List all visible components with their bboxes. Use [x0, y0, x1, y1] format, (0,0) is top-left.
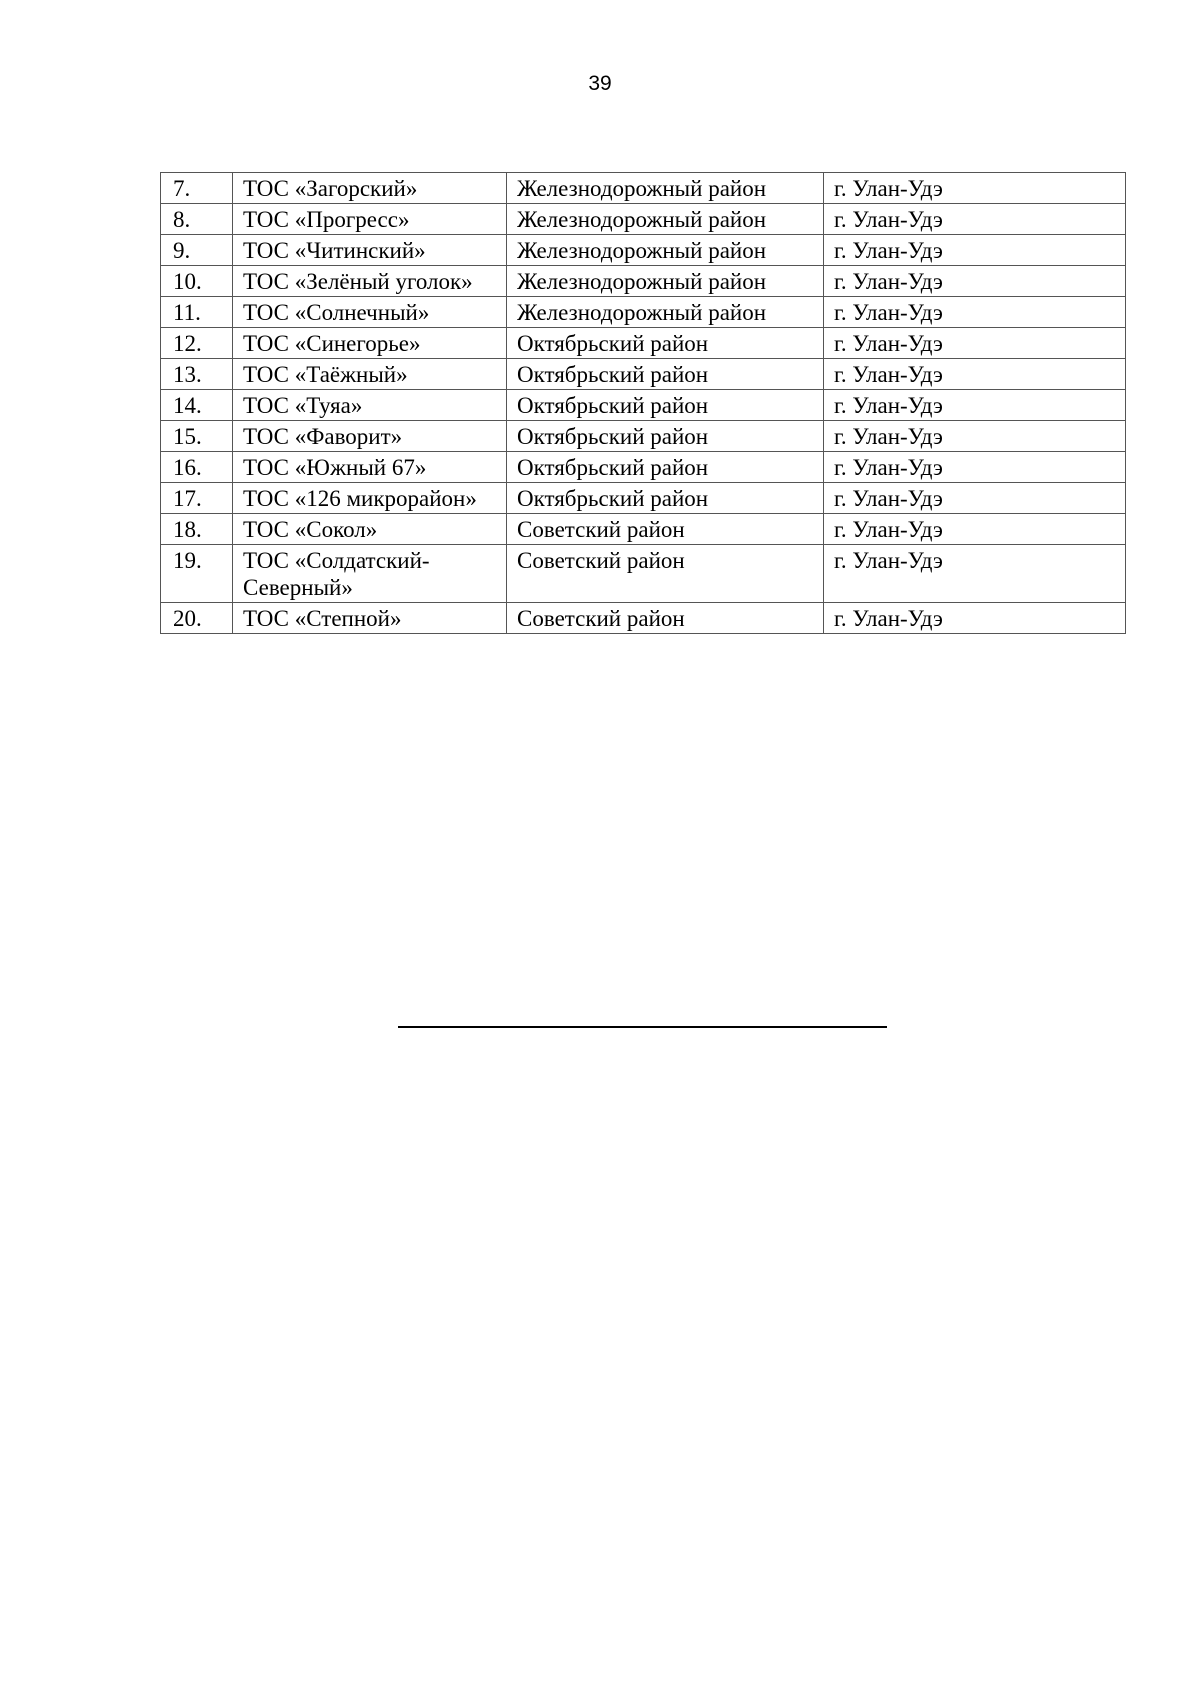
- city-name: г. Улан-Удэ: [824, 173, 1126, 204]
- row-number: 19.: [161, 545, 233, 603]
- table-row: [161, 545, 1126, 603]
- city-name: г. Улан-Удэ: [824, 452, 1126, 483]
- end-of-document-line: [398, 1026, 887, 1028]
- district-name: Железнодорожный район: [507, 204, 824, 235]
- table-row: [161, 328, 1126, 359]
- table-row: [161, 603, 1126, 634]
- district-name: Советский район: [507, 603, 824, 634]
- row-number: 11.: [161, 297, 233, 328]
- table-row: [161, 483, 1126, 514]
- tos-name: ТОС «Солдатский-Северный»: [233, 545, 507, 603]
- table-row: [161, 204, 1126, 235]
- row-number: 17.: [161, 483, 233, 514]
- row-number: 12.: [161, 328, 233, 359]
- page-number: 39: [588, 72, 612, 95]
- table-row: [161, 359, 1126, 390]
- table-row: [161, 390, 1126, 421]
- city-name: г. Улан-Удэ: [824, 235, 1126, 266]
- city-name: г. Улан-Удэ: [824, 421, 1126, 452]
- table-row: [161, 421, 1126, 452]
- table-row: [161, 514, 1126, 545]
- district-name: Октябрьский район: [507, 421, 824, 452]
- table-row: [161, 173, 1126, 204]
- city-name: г. Улан-Удэ: [824, 603, 1126, 634]
- row-number: 15.: [161, 421, 233, 452]
- row-number: 14.: [161, 390, 233, 421]
- row-number: 9.: [161, 235, 233, 266]
- row-number: 7.: [161, 173, 233, 204]
- district-name: Октябрьский район: [507, 390, 824, 421]
- tos-name: ТОС «Южный 67»: [233, 452, 507, 483]
- district-name: Октябрьский район: [507, 483, 824, 514]
- row-number: 13.: [161, 359, 233, 390]
- district-name: Железнодорожный район: [507, 235, 824, 266]
- row-number: 8.: [161, 204, 233, 235]
- city-name: г. Улан-Удэ: [824, 204, 1126, 235]
- row-number: 20.: [161, 603, 233, 634]
- district-name: Октябрьский район: [507, 452, 824, 483]
- tos-name: ТОС «Туяа»: [233, 390, 507, 421]
- district-name: Железнодорожный район: [507, 173, 824, 204]
- district-name: Железнодорожный район: [507, 266, 824, 297]
- tos-name: ТОС «Читинский»: [233, 235, 507, 266]
- table-row: [161, 235, 1126, 266]
- tos-name: ТОС «Фаворит»: [233, 421, 507, 452]
- tos-name: ТОС «Прогресс»: [233, 204, 507, 235]
- city-name: г. Улан-Удэ: [824, 266, 1126, 297]
- district-name: Октябрьский район: [507, 359, 824, 390]
- district-name: Железнодорожный район: [507, 297, 824, 328]
- row-number: 18.: [161, 514, 233, 545]
- row-number: 10.: [161, 266, 233, 297]
- city-name: г. Улан-Удэ: [824, 545, 1126, 603]
- tos-name: ТОС «126 микрорайон»: [233, 483, 507, 514]
- tos-name: ТОС «Синегорье»: [233, 328, 507, 359]
- tos-name: ТОС «Таёжный»: [233, 359, 507, 390]
- table-row: [161, 297, 1126, 328]
- city-name: г. Улан-Удэ: [824, 297, 1126, 328]
- tos-name: ТОС «Зелёный уголок»: [233, 266, 507, 297]
- tos-name: ТОС «Степной»: [233, 603, 507, 634]
- tos-name: ТОС «Солнечный»: [233, 297, 507, 328]
- tos-name: ТОС «Загорский»: [233, 173, 507, 204]
- table-row: [161, 266, 1126, 297]
- city-name: г. Улан-Удэ: [824, 328, 1126, 359]
- district-name: Советский район: [507, 514, 824, 545]
- city-name: г. Улан-Удэ: [824, 390, 1126, 421]
- tos-name: ТОС «Сокол»: [233, 514, 507, 545]
- table-row: [161, 452, 1126, 483]
- tos-table: [160, 172, 1126, 634]
- city-name: г. Улан-Удэ: [824, 483, 1126, 514]
- city-name: г. Улан-Удэ: [824, 514, 1126, 545]
- city-name: г. Улан-Удэ: [824, 359, 1126, 390]
- row-number: 16.: [161, 452, 233, 483]
- district-name: Октябрьский район: [507, 328, 824, 359]
- district-name: Советский район: [507, 545, 824, 603]
